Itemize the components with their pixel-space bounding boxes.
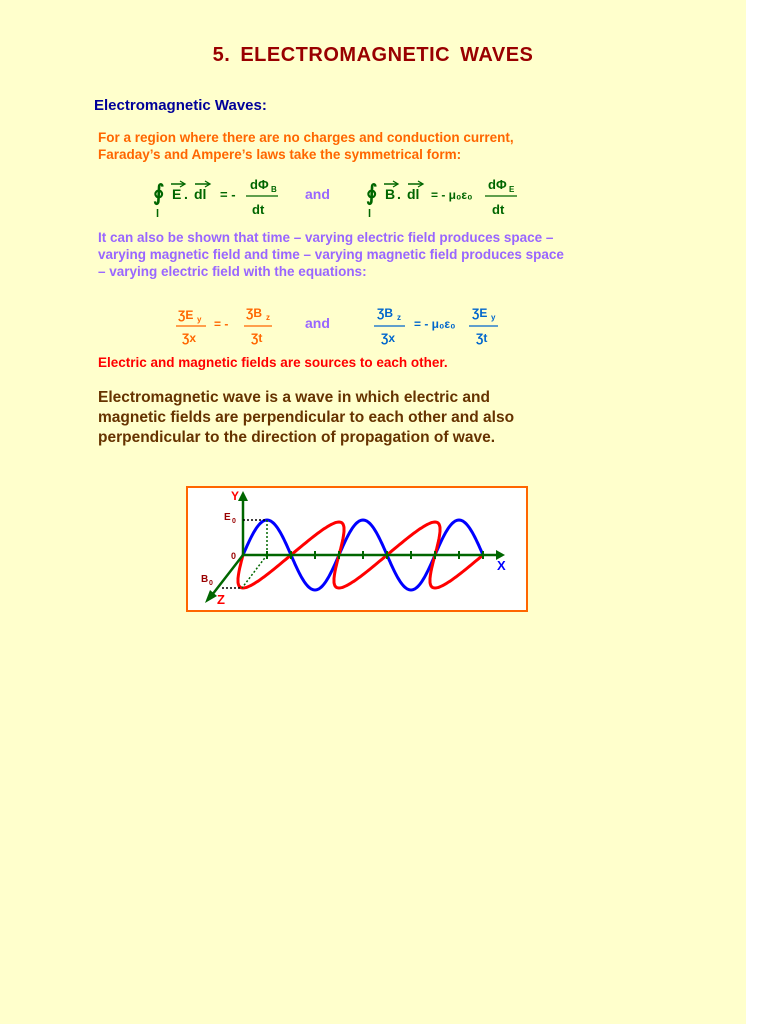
and-label-2: and [305, 315, 330, 331]
ampere-numerator-sub: E [509, 185, 515, 194]
pde2-numerator: ƷB [377, 306, 393, 320]
z-axis-label: Z [217, 592, 225, 607]
ampere-dot: . [397, 186, 401, 202]
second-line-3: – varying electric field with the equations: [98, 264, 367, 279]
definition-line-3: perpendicular to the direction of propagation of wave. [98, 429, 496, 446]
e0-label: E [224, 512, 231, 523]
sources-statement: Electric and magnetic fields are sources to each other. [98, 355, 448, 370]
ampere-denominator: dt [492, 202, 505, 217]
pde2-numerator-sub: z [397, 313, 401, 322]
pde1-numerator: ƷE [178, 308, 194, 322]
faraday-loop-label: l [156, 208, 160, 220]
pde1-numerator-sub: y [197, 315, 202, 324]
diagram-frame [187, 487, 527, 611]
section-subtitle: Electromagnetic Waves: [94, 97, 267, 114]
and-label-1: and [305, 186, 330, 202]
faraday-dot: . [184, 186, 188, 202]
faraday-vector-e: E [172, 186, 182, 202]
second-line-1: It can also be shown that time – varying electric field produces space – [98, 230, 554, 245]
definition-line-2: magnetic fields are perpendicular to each other and also [98, 409, 515, 426]
faraday-integral-sign: ∮ [153, 180, 165, 205]
faraday-equals: = - [220, 187, 236, 202]
pde1-denominator: Ʒx [182, 331, 197, 345]
pde1-numerator-2: ƷB [246, 306, 262, 320]
definition-line-1: Electromagnetic wave is a wave in which electric and [98, 389, 490, 406]
pde2-equals: = - μ₀ε₀ [414, 317, 456, 331]
origin-label: 0 [231, 551, 237, 561]
intro-line-2: Faraday’s and Ampere’s laws take the symmetrical form: [98, 147, 462, 162]
pde2-numerator-2: ƷE [472, 306, 488, 320]
b0-label-sub: 0 [209, 580, 213, 587]
b0-label: B [201, 574, 209, 585]
intro-line-1: For a region where there are no charges and conduction current, [98, 130, 514, 145]
faraday-denominator: dt [252, 202, 265, 217]
ampere-dl: dl [407, 186, 420, 202]
e0-label-sub: 0 [232, 518, 236, 525]
pde1-equals: = - [214, 317, 229, 331]
faraday-numerator-sub: B [271, 185, 277, 194]
page-title: 5. ELECTROMAGNETIC WAVES [212, 44, 534, 66]
pde1-denominator-2: Ʒt [251, 331, 263, 345]
pde2-numerator-2-sub: y [491, 313, 496, 322]
ampere-equals: = - μ₀ε₀ [431, 188, 473, 202]
pde2-denominator-2: Ʒt [476, 331, 488, 345]
ampere-integral-sign: ∮ [366, 180, 378, 205]
x-axis-label: X [497, 558, 506, 573]
pde2-denominator: Ʒx [381, 331, 396, 345]
second-line-2: varying magnetic field and time – varying magnetic field produces space [98, 247, 564, 262]
ampere-vector-b: B [385, 186, 396, 202]
ampere-loop-label: l [368, 208, 372, 220]
pde1-numerator-2-sub: z [266, 313, 270, 322]
ampere-numerator: dΦ [488, 177, 507, 192]
y-axis-label: Y [231, 489, 240, 503]
faraday-dl: dl [194, 186, 207, 202]
faraday-numerator: dΦ [250, 177, 269, 192]
